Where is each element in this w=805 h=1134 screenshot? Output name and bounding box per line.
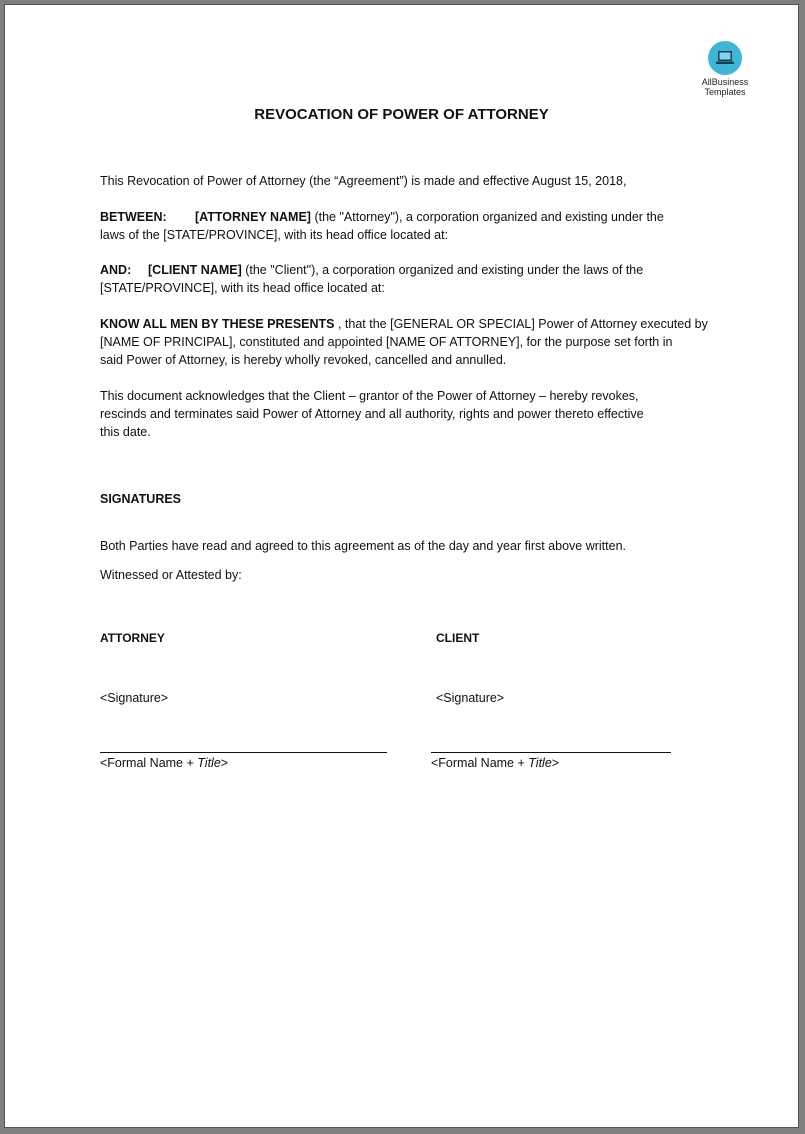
and-paragraph (100, 261, 710, 297)
witnessed-text: Witnessed or Attested by: (100, 568, 242, 582)
know-text-line1: , that the [GENERAL OR SPECIAL] Power of Attorney executed by (334, 317, 708, 331)
client-name-placeholder: [CLIENT NAME] (148, 263, 242, 277)
attorney-formal-close: > (220, 756, 229, 770)
logo-text-line2: Templates (704, 87, 746, 97)
client-formal-text: <Formal Name + (431, 756, 529, 770)
client-signature-placeholder: <Signature> (436, 691, 505, 705)
signatures-heading: SIGNATURES (100, 492, 182, 506)
attorney-formal-name (100, 756, 228, 770)
document-title: REVOCATION OF POWER OF ATTORNEY (254, 106, 549, 123)
between-label: BETWEEN: (100, 210, 167, 224)
attorney-title-text: Title (197, 756, 221, 770)
between-paragraph (100, 208, 710, 244)
client-title-text: Title (528, 756, 552, 770)
attorney-signature-placeholder: <Signature> (100, 691, 169, 705)
know-paragraph (100, 315, 710, 369)
know-text-line3: said Power of Attorney, is hereby wholly revoked, cancelled and annulled. (100, 353, 507, 367)
know-text-line2: [NAME OF PRINCIPAL], constituted and appointed [NAME OF ATTORNEY], for the purpose set forth in (100, 335, 673, 349)
attorney-label: ATTORNEY (100, 631, 165, 645)
document-page (4, 4, 799, 1128)
know-label: KNOW ALL MEN BY THESE PRESENTS (100, 317, 335, 331)
attorney-signature-line (100, 752, 387, 753)
logo-text-line1: AllBusiness (701, 77, 749, 87)
and-label: AND: (100, 263, 132, 277)
intro-paragraph: This Revocation of Power of Attorney (the “Agreement”) is made and effective August 15, 2018, (100, 174, 627, 188)
between-text-line2: laws of the [STATE/PROVINCE], with its head office located at: (100, 228, 449, 242)
client-label: CLIENT (436, 631, 480, 645)
client-formal-name (431, 756, 559, 770)
agreed-text: Both Parties have read and agreed to this agreement as of the day and year first above written. (100, 539, 627, 553)
laptop-icon (708, 41, 742, 75)
acknowledge-paragraph (100, 387, 710, 441)
acknowledge-line2: rescinds and terminates said Power of Attorney and all authority, rights and power thereto effective (100, 407, 644, 421)
and-text-line1: (the "Client"), a corporation organized and existing under the laws of the (241, 263, 644, 277)
client-signature-line (431, 752, 671, 753)
between-text-line1: (the "Attorney"), a corporation organized and existing under the (310, 210, 664, 224)
company-logo (695, 41, 755, 97)
acknowledge-line1: This document acknowledges that the Client – grantor of the Power of Attorney – hereby revokes, (100, 389, 639, 403)
attorney-name-placeholder: [ATTORNEY NAME] (195, 210, 311, 224)
and-text-line2: [STATE/PROVINCE], with its head office located at: (100, 281, 385, 295)
client-formal-close: > (551, 756, 560, 770)
acknowledge-line3: this date. (100, 425, 151, 439)
attorney-formal-text: <Formal Name + (100, 756, 198, 770)
